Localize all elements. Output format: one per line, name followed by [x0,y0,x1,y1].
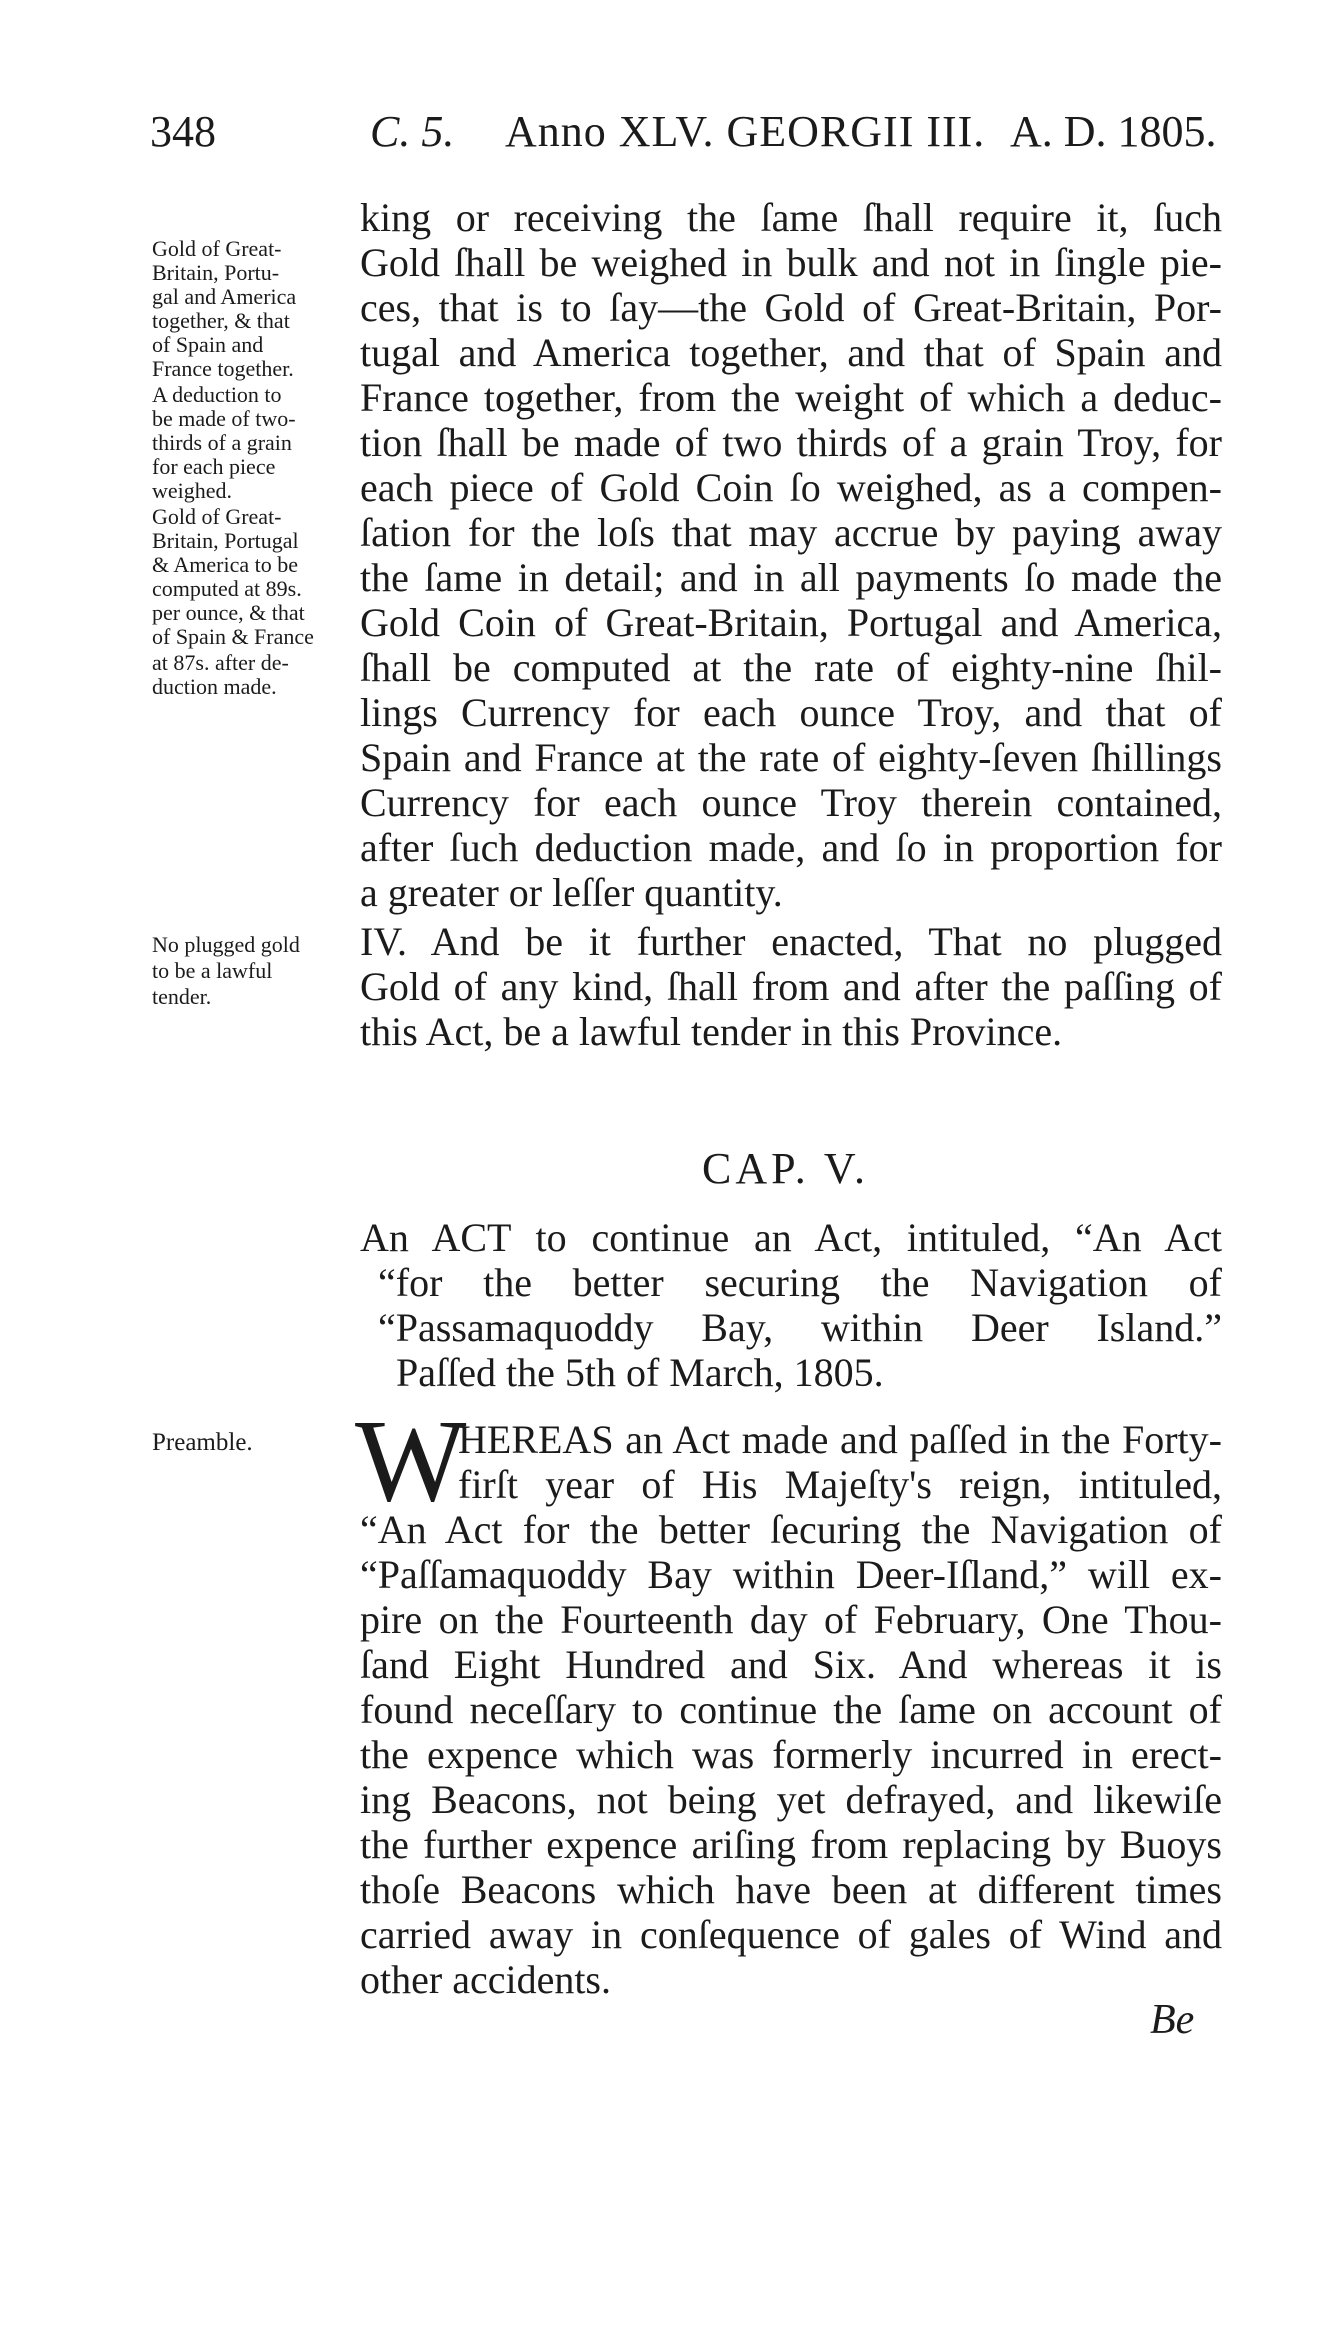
margin-note-line: Britain, Portugal [152,528,299,553]
catchword: Be [1150,1997,1195,2043]
text-line: after ſuch deduction made, and ſo in proportion for [360,825,1222,870]
act-title-line: “Passamaquoddy Bay, within Deer Island.” [378,1305,1222,1350]
text-line: ſation for the loſs that may accrue by paying away [360,510,1222,555]
text-line: tion ſhall be made of two thirds of a grain Troy, for [360,420,1222,465]
margin-note-line: computed at 89s. [152,576,302,601]
margin-note-line: per ounce, & that [152,600,305,625]
text-line: “An Act for the better ſecuring the Navigation of [360,1507,1222,1552]
margin-note-line: A deduction to [152,382,282,407]
text-line: IV. And be it further enacted, That no plugged [360,919,1222,964]
text-line: other accidents. [360,1957,611,2002]
text-line: ſand Eight Hundred and Six. And whereas it is [360,1642,1222,1687]
text-line: Spain and France at the rate of eighty-ſeven ſhillings [360,735,1222,780]
chapter-reference: C. 5. [370,107,455,156]
page-number: 348 [150,107,216,156]
text-line: ces, that is to ſay—the Gold of Great-Britain, Por- [360,285,1222,330]
margin-note-line: of Spain & France [152,624,314,649]
text-line: found neceſſary to continue the ſame on account of [360,1687,1222,1732]
text-line: lings Currency for each ounce Troy, and that of [360,690,1222,735]
margin-note-line: Gold of Great- [152,504,282,529]
margin-note-line: Gold of Great- [152,236,282,261]
margin-note-line: Britain, Portu- [152,260,280,285]
margin-note-line: together, & that [152,308,290,333]
text-line: thoſe Beacons which have been at different times [360,1867,1222,1912]
text-line: each piece of Gold Coin ſo weighed, as a compen- [360,465,1222,510]
margin-note-line: & America to be [152,552,299,577]
margin-note-line: tender. [152,984,212,1009]
act-title-line: Paſſed the 5th of March, 1805. [396,1350,884,1395]
margin-note-line: No plugged gold [152,932,300,957]
text-line: this Act, be a lawful tender in this Province. [360,1009,1063,1054]
text-line: Gold of any kind, ſhall from and after the paſſing of [360,964,1222,1009]
text-line: Currency for each ounce Troy therein contained, [360,780,1222,825]
text-line: ing Beacons, not being yet defrayed, and likewiſe [360,1777,1222,1822]
margin-note-line: be made of two- [152,406,296,431]
drop-cap: W [355,1395,467,1526]
margin-note-line: France together. [152,356,294,381]
text-line: pire on the Fourteenth day of February, One Thou- [360,1597,1222,1642]
text-line: the further expence ariſing from replacing by Buoys [360,1822,1222,1867]
margin-note-line: at 87s. after de- [152,650,289,675]
text-line: firſt year of His Majeſty's reign, intituled, [458,1462,1222,1507]
margin-note-line: weighed. [152,478,233,503]
chapter-heading: CAP. V. [702,1144,870,1193]
text-line: the expence which was formerly incurred in erect- [360,1732,1222,1777]
text-line: HEREAS an Act made and paſſed in the Forty- [458,1417,1222,1462]
margin-note-line: of Spain and [152,332,264,357]
margin-note-line: gal and America [152,284,297,309]
text-line: ſhall be computed at the rate of eighty-nine ſhil- [360,645,1222,690]
margin-note-line: thirds of a grain [152,430,292,455]
act-title-line: “for the better securing the Navigation of [378,1260,1222,1305]
text-line: tugal and America together, and that of Spain and [360,330,1222,375]
margin-note-line: duction made. [152,674,277,699]
act-title-line: An ACT to continue an Act, intituled, “An Act [360,1215,1222,1260]
text-line: Gold ſhall be weighed in bulk and not in ſingle pie- [360,240,1222,285]
text-line: a greater or leſſer quantity. [360,870,783,915]
text-line: France together, from the weight of which a deduc- [360,375,1222,420]
text-line: king or receiving the ſame ſhall require it, ſuch [360,195,1222,240]
regnal-year: Anno XLV. GEORGII III. [505,107,986,156]
text-line: the ſame in detail; and in all payments ſo made the [360,555,1222,600]
header-year: A. D. 1805. [1010,107,1217,156]
text-line: “Paſſamaquoddy Bay within Deer-Iſland,” will ex- [360,1552,1222,1597]
margin-note-line: to be a lawful [152,958,273,983]
text-line: Gold Coin of Great-Britain, Portugal and America, [360,600,1222,645]
preamble-margin-label: Preamble. [152,1429,253,1456]
text-line: carried away in conſequence of gales of Wind and [360,1912,1222,1957]
margin-note-line: for each piece [152,454,276,479]
